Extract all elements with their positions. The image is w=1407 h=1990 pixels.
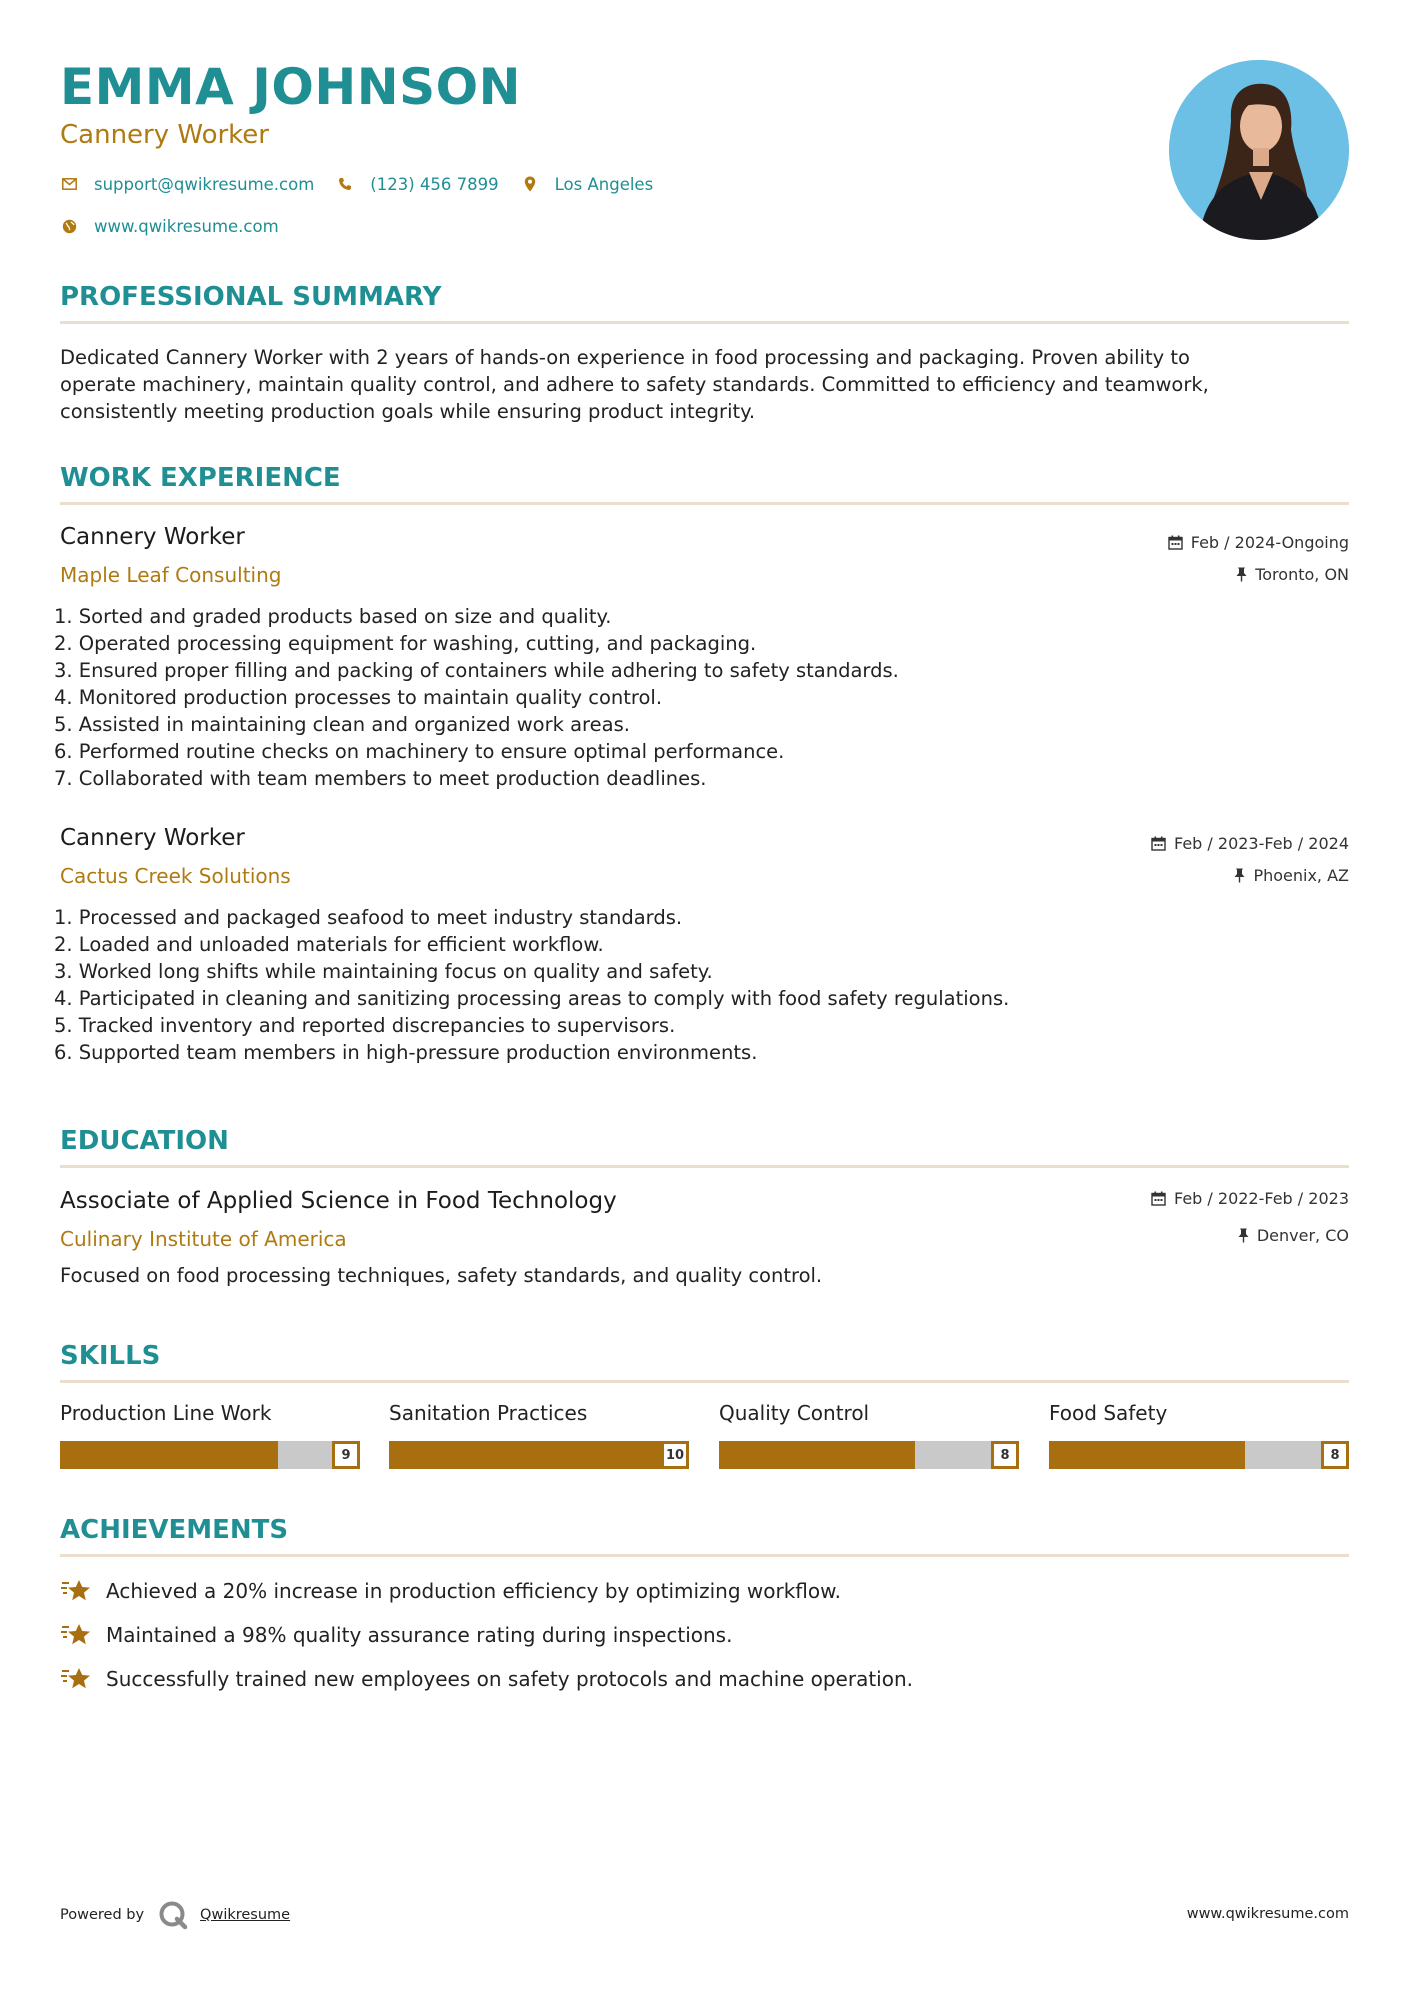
globe-icon: [60, 217, 78, 235]
skill-fill: [60, 1441, 278, 1469]
phone-number: (123) 456 7899: [370, 174, 499, 194]
education-dates: Feb / 2022-Feb / 2023: [1151, 1189, 1349, 1208]
summary-text: Dedicated Cannery Worker with 2 years of hands-on experience in food processing and packaging. Proven ability to operate machinery, maintain quality control, and adhere to safety standards. Committed to efficiency and teamwork, consistently meeting production goals while ensuring product integrity.: [60, 346, 1209, 423]
footer-website-link[interactable]: www.qwikresume.com: [1186, 1906, 1349, 1922]
skill-item: [719, 1401, 1019, 1469]
phone-icon: [336, 175, 354, 193]
job-responsibilities: [54, 904, 1009, 1066]
list-item: 7. Collaborated with team members to meet production deadlines.: [54, 767, 707, 790]
skill-score: 8: [1321, 1441, 1349, 1469]
skill-name: Sanitation Practices: [389, 1401, 588, 1425]
star-icon: [60, 1578, 92, 1604]
section-divider: [60, 1165, 1349, 1168]
list-item: 3. Ensured proper filling and packing of containers while adhering to safety standards.: [54, 659, 899, 682]
candidate-title: Cannery Worker: [60, 120, 269, 150]
skill-bar: [60, 1441, 360, 1469]
resume-page: [54, 0, 1349, 1990]
education-description: Focused on food processing techniques, safety standards, and quality control.: [60, 1264, 823, 1287]
powered-by-label: Powered by: [60, 1907, 145, 1923]
skill-name: Quality Control: [719, 1401, 870, 1425]
section-divider: [60, 1380, 1349, 1383]
list-item: 4. Monitored production processes to maintain quality control.: [54, 686, 663, 709]
skill-bar: [389, 1441, 689, 1469]
skills-heading: SKILLS: [60, 1341, 161, 1371]
list-item: 2. Operated processing equipment for washing, cutting, and packaging.: [54, 632, 757, 655]
skill-item: [1049, 1401, 1349, 1469]
list-item: 3. Worked long shifts while maintaining focus on quality and safety.: [54, 960, 713, 983]
location-text: Los Angeles: [554, 174, 654, 194]
calendar-icon: [1151, 836, 1166, 851]
pushpin-icon: [1236, 567, 1247, 582]
skill-fill: [389, 1441, 661, 1469]
achievement-item: Maintained a 98% quality assurance rating during inspections.: [60, 1622, 732, 1648]
skill-bar: [1049, 1441, 1349, 1469]
job-dates: Feb / 2024-Ongoing: [1168, 533, 1349, 552]
list-item: 2. Loaded and unloaded materials for efficient workflow.: [54, 933, 604, 956]
skill-score: 8: [991, 1441, 1019, 1469]
portrait-image: [1169, 60, 1349, 240]
degree-title: Associate of Applied Science in Food Technology: [60, 1188, 617, 1214]
star-icon: [60, 1622, 92, 1648]
candidate-name: EMMA JOHNSON: [60, 58, 521, 116]
school-name: Culinary Institute of America: [60, 1227, 347, 1251]
achievement-item: Achieved a 20% increase in production efficiency by optimizing workflow.: [60, 1578, 841, 1604]
education-heading: EDUCATION: [60, 1126, 229, 1156]
skill-fill: [1049, 1441, 1245, 1469]
contact-info: [60, 172, 675, 256]
section-divider: [60, 502, 1349, 505]
pushpin-icon: [1234, 868, 1245, 883]
section-divider: [60, 1554, 1349, 1557]
avatar: [1169, 60, 1349, 240]
skill-fill: [719, 1441, 915, 1469]
list-item: 5. Tracked inventory and reported discrepancies to supervisors.: [54, 1014, 676, 1037]
company-name: Maple Leaf Consulting: [60, 563, 282, 587]
experience-heading: WORK EXPERIENCE: [60, 463, 341, 493]
list-item: 1. Processed and packaged seafood to meet industry standards.: [54, 906, 683, 929]
list-item: 4. Participated in cleaning and sanitizing processing areas to comply with food safety regulations.: [54, 987, 1010, 1010]
envelope-icon: [60, 175, 78, 193]
job-location: Toronto, ON: [1236, 565, 1349, 584]
education-location: Denver, CO: [1238, 1226, 1349, 1245]
qwikresume-link[interactable]: Qwikresume: [200, 1907, 291, 1923]
skill-item: [60, 1401, 360, 1469]
skill-item: [389, 1401, 689, 1469]
list-item: 1. Sorted and graded products based on size and quality.: [54, 605, 612, 628]
map-pin-icon: [521, 175, 539, 193]
job-title: Cannery Worker: [60, 524, 245, 550]
job-dates: Feb / 2023-Feb / 2024: [1151, 834, 1349, 853]
footer-branding: [60, 1900, 290, 1930]
email-link[interactable]: support@qwikresume.com: [94, 174, 315, 194]
company-name: Cactus Creek Solutions: [60, 864, 291, 888]
list-item: 6. Performed routine checks on machinery to ensure optimal performance.: [54, 740, 785, 763]
skill-name: Food Safety: [1049, 1401, 1168, 1425]
summary-heading: PROFESSIONAL SUMMARY: [60, 282, 442, 312]
list-item: 6. Supported team members in high-pressure production environments.: [54, 1041, 758, 1064]
qwikresume-logo-icon: [158, 1900, 188, 1930]
achievements-heading: ACHIEVEMENTS: [60, 1515, 289, 1545]
pushpin-icon: [1238, 1228, 1249, 1243]
list-item: 5. Assisted in maintaining clean and organized work areas.: [54, 713, 630, 736]
calendar-icon: [1151, 1191, 1166, 1206]
skill-score: 9: [332, 1441, 360, 1469]
skill-bar: [719, 1441, 1019, 1469]
website-link[interactable]: www.qwikresume.com: [94, 216, 279, 236]
section-divider: [60, 321, 1349, 324]
star-icon: [60, 1666, 92, 1692]
achievement-item: Successfully trained new employees on safety protocols and machine operation.: [60, 1666, 913, 1692]
job-location: Phoenix, AZ: [1234, 866, 1349, 885]
skill-score: 10: [661, 1441, 689, 1469]
job-responsibilities: [54, 603, 899, 792]
calendar-icon: [1168, 535, 1183, 550]
skill-name: Production Line Work: [60, 1401, 272, 1425]
job-title: Cannery Worker: [60, 825, 245, 851]
